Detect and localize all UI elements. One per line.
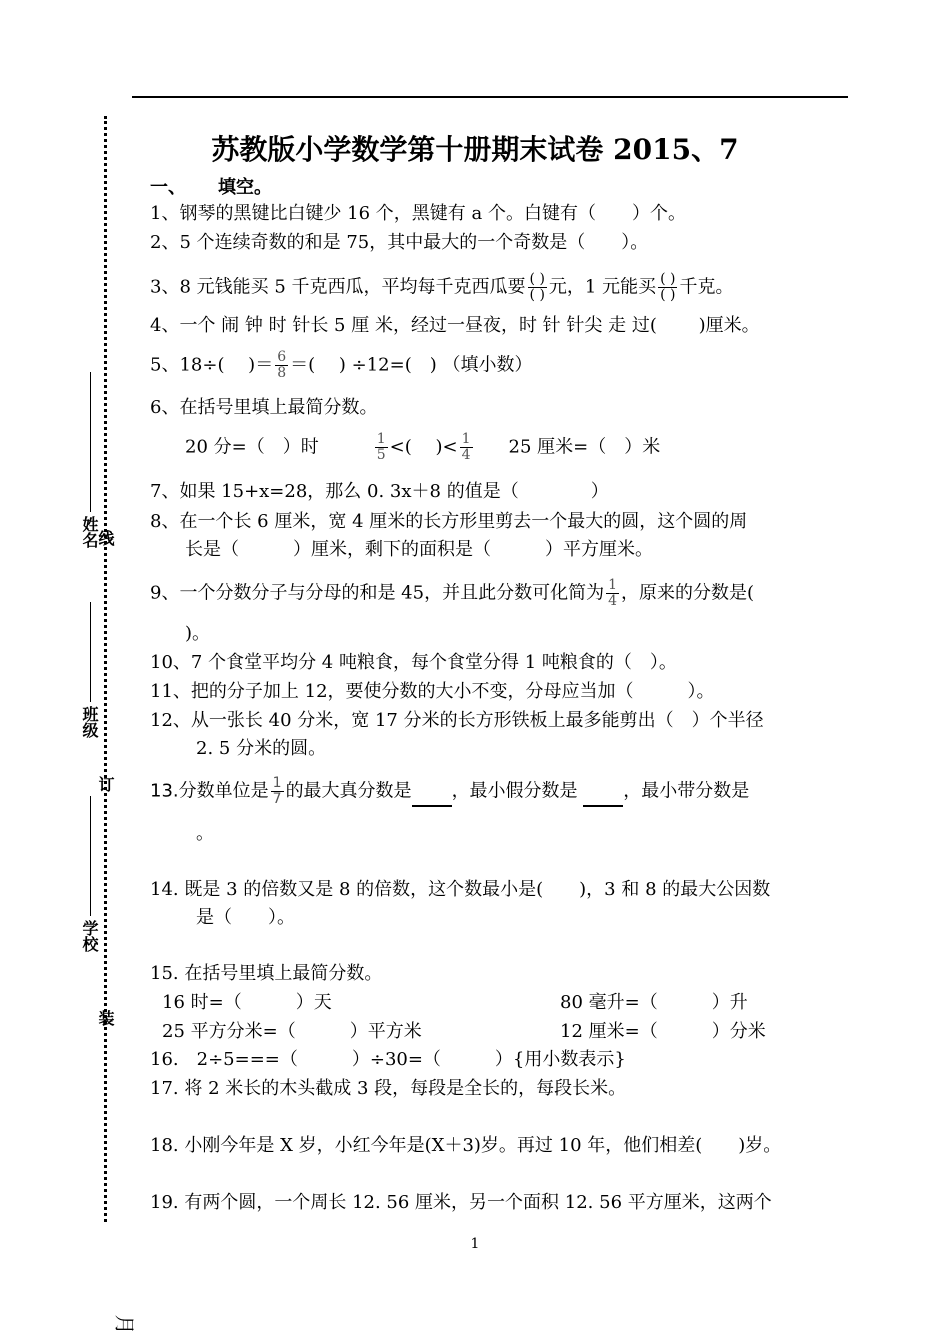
question-14-line-2: 是（ ）。 (196, 907, 295, 928)
q13-text-d: ，最小带分数是 (623, 780, 750, 802)
q13-blank-2[interactable] (583, 787, 623, 807)
question-5 (150, 350, 532, 381)
section-label: 填空。 (218, 177, 272, 198)
question-13-line-2: 。 (196, 823, 214, 844)
q5-text-a: 5、18÷( )＝ (150, 354, 274, 376)
question-9 (150, 578, 754, 609)
q3-text-a: 3、8 元钱能买 5 千克西瓜，平均每千克西瓜要 (150, 276, 526, 298)
question-17: 17. 将 2 米长的木头截成 3 段，每段是全长的，每段长米。 (150, 1078, 627, 1099)
q15-item-d: 12 厘米=（ ）分米 (560, 1021, 766, 1042)
q6-fraction-2: $\frac{1}{4}$ (461, 431, 471, 463)
question-19: 19. 有两个圆，一个周长 12. 56 厘米，另一个面积 12. 56 平方厘米，这两个 (150, 1192, 772, 1213)
question-12-line-1: 12、从一张长 40 分米，宽 17 分米的长方形铁板上最多能剪出（ ）个半径 (150, 710, 764, 731)
q13-fraction: $\frac{1}{7}$ (272, 775, 282, 807)
class-label: 班级 (80, 706, 99, 738)
question-7: 7、如果 15+x=28，那么 0. 3x＋8 的值是（ ） (150, 481, 609, 502)
q3-fraction-1: $\frac{( )}{( )}$ (529, 271, 545, 303)
section-number: 一、 (150, 177, 186, 198)
q5-fraction: $\frac{6}{8}$ (277, 349, 287, 381)
zhuang-label: 装 (96, 1010, 115, 1026)
q13-text-c: ，最小假分数是 (451, 780, 578, 802)
name-label: 姓名 (80, 516, 99, 548)
q9-fraction: $\frac{1}{4}$ (608, 577, 617, 609)
question-13 (150, 776, 749, 807)
name-underline (90, 372, 91, 512)
ding-label: 订 (96, 776, 115, 792)
question-11: 11、把的分子加上 12，要使分数的大小不变，分母应当加（ ）。 (150, 681, 715, 702)
question-2: 2、5 个连续奇数的和是 75，其中最大的一个奇数是（ ）。 (150, 232, 649, 253)
school-underline (90, 796, 91, 916)
q9-text-a: 9、一个分数分子与分母的和是 45，并且此分数可化简为 (150, 582, 605, 604)
q6-comparison: <( )< (389, 436, 458, 458)
question-12-line-2: 2. 5 分米的圆。 (196, 738, 327, 759)
q13-blank-1[interactable] (412, 787, 452, 807)
q13-text-b: 的最大真分数是 (285, 780, 412, 802)
q15-item-b: 80 毫升=（ ）升 (560, 992, 748, 1013)
question-1: 1、钢琴的黑键比白键少 16 个，黑键有 a 个。白键有（ ）个。 (150, 203, 686, 224)
q15-item-a: 16 时=（ ）天 (162, 992, 332, 1013)
section-heading (150, 176, 272, 200)
page-number: 1 (470, 1236, 480, 1252)
question-6-items (185, 432, 660, 463)
question-6-intro: 6、在括号里填上最简分数。 (150, 397, 378, 418)
q15-item-c: 25 平方分米=（ ）平方米 (162, 1021, 422, 1042)
q6-fraction-1: $\frac{1}{5}$ (376, 431, 386, 463)
question-8-line-2: 长是（ ）厘米，剩下的面积是（ ）平方厘米。 (185, 539, 653, 560)
question-8-line-1: 8、在一个长 6 厘米，宽 4 厘米的长方形里剪去一个最大的圆，这个圆的周 (150, 511, 748, 532)
school-label: 学校 (80, 920, 99, 952)
question-3 (150, 272, 733, 303)
question-10: 10、7 个食堂平均分 4 吨粮食，每个食堂分得 1 吨粮食的（ ）。 (150, 652, 677, 673)
question-16: 16. 2÷5===（ ）÷30=（ ）{用小数表示} (150, 1049, 626, 1070)
exam-title: 苏教版小学数学第十册期末试卷 2015、7 (211, 133, 739, 166)
q5-text-b: ＝( ) ÷12=( ) （填小数） (290, 354, 533, 376)
q13-text-a: 13.分数单位是 (150, 780, 269, 802)
binding-dotted-line (104, 116, 107, 1222)
question-14-line-1: 14. 既是 3 的倍数又是 8 的倍数，这个数最小是( )，3 和 8 的最大公因数 (150, 879, 771, 900)
class-underline (90, 602, 91, 702)
q3-text-c: 千克。 (679, 276, 734, 298)
question-4: 4、一个 闹 钟 时 针长 5 厘 米，经过一昼夜，时 针 针尖 走 过( )厘米。 (150, 315, 760, 336)
q6-item-a: 20 分=（ ）时 (185, 436, 319, 458)
question-9-line-2: )。 (185, 623, 211, 644)
q3-fraction-2: $\frac{( )}{( )}$ (660, 271, 676, 303)
q3-text-b: 元，1 元能买 (548, 276, 657, 298)
question-15-intro: 15. 在括号里填上最简分数。 (150, 963, 383, 984)
question-18: 18. 小刚今年是 X 岁，小红今年是(X＋3)岁。再过 10 年，他们相差( )岁。 (150, 1135, 782, 1156)
top-rule (132, 96, 848, 98)
q6-item-b: 25 厘米=（ ）米 (508, 436, 661, 458)
corner-char: 月 (112, 1314, 137, 1335)
xian-label: 线 (96, 530, 115, 546)
q9-text-b: ，原来的分数是( (621, 582, 755, 604)
